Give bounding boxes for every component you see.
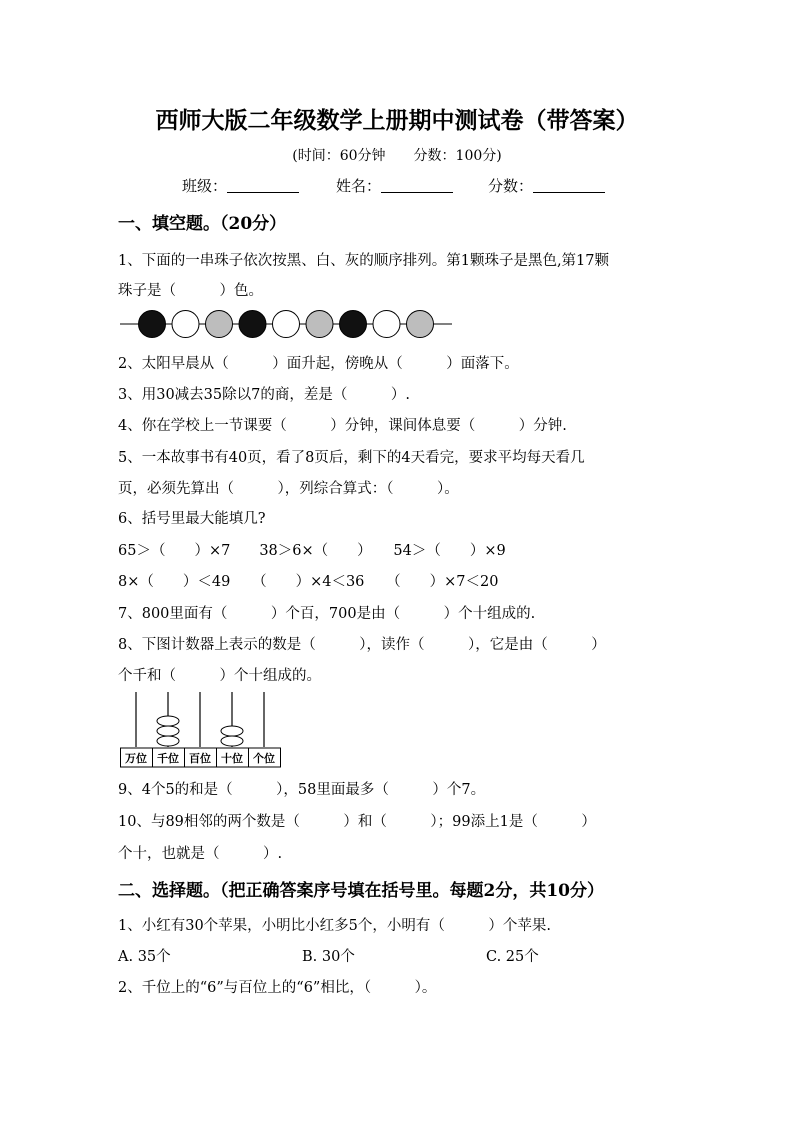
question-line: 1、下面的一串珠子依次按黑、白、灰的顺序排列。第1颗珠子是黑色,第17颗 — [118, 253, 610, 269]
abacus-place-label: 百位 — [189, 752, 211, 765]
question-line: 个千和（ ）个十组成的。 — [118, 668, 321, 684]
beads-group — [139, 311, 434, 338]
abacus-place-label: 个位 — [253, 752, 275, 765]
abacus-bead — [157, 726, 179, 736]
bead-black — [340, 311, 367, 338]
section-2-heading: 二、选择题。（把正确答案序号填在括号里。每题2分，共10分） — [118, 881, 604, 901]
abacus-place-label: 十位 — [221, 752, 243, 765]
abacus-place-label: 千位 — [157, 752, 179, 765]
bead-black — [139, 311, 166, 338]
question-line: 8×（ ）＜49 （ ）×4＜36 （ ）×7＜20 — [118, 574, 499, 590]
question-line: 个十，也就是（ ）. — [118, 846, 283, 862]
bead-gray — [407, 311, 434, 338]
name-blank[interactable] — [381, 178, 453, 193]
bead-gray — [306, 311, 333, 338]
option-c: C. 25个 — [486, 949, 539, 965]
class-blank[interactable] — [227, 178, 299, 193]
abacus-place-label: 万位 — [125, 752, 147, 765]
question-line: 2、千位上的“6”与百位上的“6”相比，（ ）。 — [118, 980, 437, 996]
question-line: 9、4个5的和是（ ），58里面最多（ ）个7。 — [118, 782, 486, 798]
bead-gray — [206, 311, 233, 338]
question-line: 8、下图计数器上表示的数是（ ），读作（ ），它是由（ ） — [118, 637, 606, 653]
class-label: 班级： — [182, 177, 228, 195]
question-line: 4、你在学校上一节课要（ ）分钟，课间体息要（ ）分钟. — [118, 418, 567, 434]
abacus — [120, 690, 290, 770]
bead-white — [273, 311, 300, 338]
bead-white — [172, 311, 199, 338]
question-line: 7、800里面有（ ）个百，700是由（ ）个十组成的. — [118, 606, 536, 622]
question-line: 3、用30减去35除以7的商，差是（ ）. — [118, 387, 410, 403]
question-line: 页，必须先算出（ ），列综合算式：（ ）。 — [118, 481, 459, 497]
option-a: A. 35个 — [118, 949, 171, 965]
abacus-bead — [221, 726, 243, 736]
abacus-group — [121, 692, 281, 767]
question-line: 珠子是（ ）色。 — [118, 283, 263, 299]
section-1-heading: 一、填空题。（20分） — [118, 214, 287, 234]
option-b: B. 30个 — [302, 949, 355, 965]
abacus-bead — [157, 716, 179, 726]
class-field — [182, 175, 299, 196]
abacus-bead — [157, 736, 179, 746]
score-label: 分数： — [488, 177, 534, 195]
question-line: 5、一本故事书有40页，看了8页后，剩下的4天看完，要求平均每天看几 — [118, 450, 585, 466]
question-line: 1、小红有30个苹果，小明比小红多5个，小明有（ ）个苹果. — [118, 918, 552, 934]
question-line: 2、太阳早晨从（ ）面升起，傍晚从（ ）面落下。 — [118, 356, 519, 372]
name-field — [336, 175, 453, 196]
exam-title: 西师大版二年级数学上册期中测试卷（带答案） — [155, 107, 639, 134]
score-field — [488, 175, 605, 196]
bead-string — [118, 309, 458, 341]
question-line: 65＞（ ）×7 38＞6×（ ） 54＞（ ）×9 — [118, 543, 506, 559]
score-blank[interactable] — [533, 178, 605, 193]
name-label: 姓名： — [336, 177, 382, 195]
exam-subtitle: (时间：60分钟 分数：100分) — [292, 148, 502, 164]
bead-black — [239, 311, 266, 338]
abacus-bead — [221, 736, 243, 746]
question-line: 6、括号里最大能填几? — [118, 511, 266, 527]
question-line: 10、与89相邻的两个数是（ ）和（ ）；99添上1是（ ） — [118, 814, 596, 830]
bead-white — [373, 311, 400, 338]
